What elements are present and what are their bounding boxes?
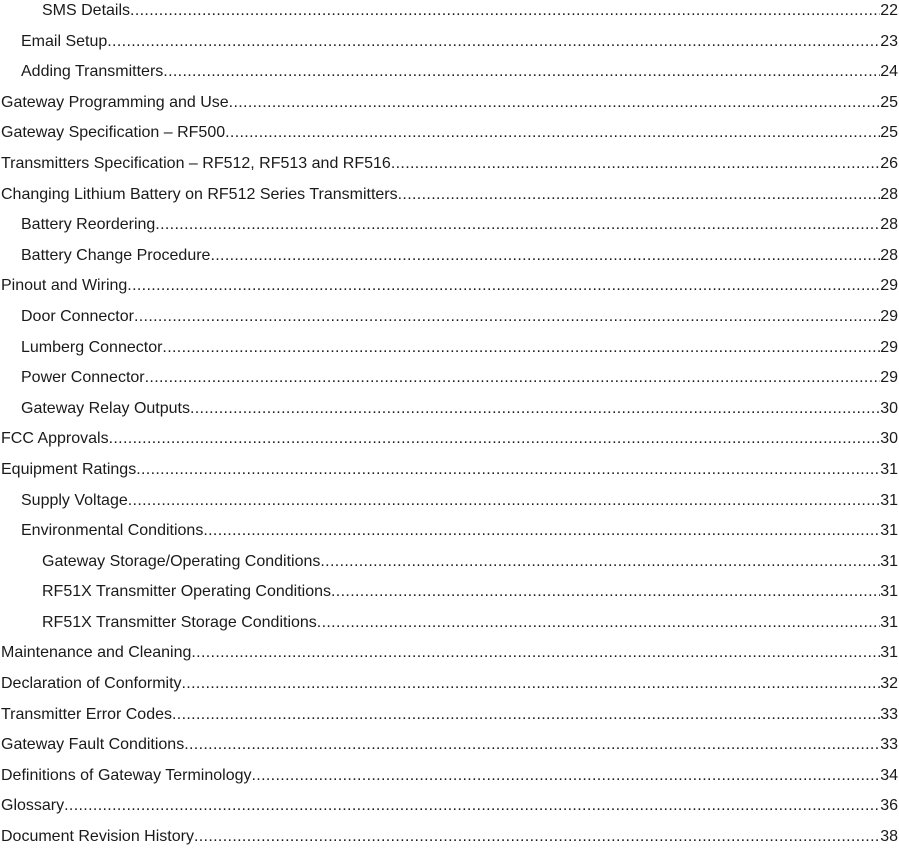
toc-page-number: 36	[880, 797, 898, 815]
toc-entry[interactable]	[0, 761, 899, 792]
toc-dot-leader	[128, 486, 880, 517]
toc-entry[interactable]	[0, 486, 899, 517]
toc-entry-title: RF51X Transmitter Storage Conditions	[42, 613, 317, 631]
toc-entry[interactable]	[0, 669, 899, 700]
toc-page-number: 33	[880, 736, 898, 754]
toc-entry-title: Environmental Conditions	[21, 522, 204, 540]
toc-dot-leader	[172, 700, 880, 731]
toc-dot-leader	[225, 118, 880, 149]
toc-page-number: 30	[880, 399, 898, 417]
toc-entry-title: Email Setup	[21, 32, 108, 50]
toc-entry[interactable]	[0, 516, 899, 547]
toc-entry[interactable]	[0, 149, 899, 180]
toc-entry[interactable]	[0, 730, 899, 761]
toc-entry[interactable]	[0, 57, 899, 88]
toc-dot-leader	[194, 822, 880, 853]
toc-page-number: 30	[880, 430, 898, 448]
toc-page-number: 23	[880, 32, 898, 50]
toc-dot-leader	[320, 547, 880, 578]
toc-page-number: 34	[880, 766, 898, 784]
toc-page-number: 25	[880, 93, 898, 111]
toc-entry[interactable]	[0, 0, 899, 27]
toc-dot-leader	[398, 180, 881, 211]
toc-dot-leader	[184, 730, 880, 761]
toc-entry[interactable]	[0, 118, 899, 149]
toc-entry[interactable]	[0, 241, 899, 272]
toc-page-number: 29	[880, 369, 898, 387]
toc-page-number: 25	[880, 124, 898, 142]
toc-page-number: 29	[880, 338, 898, 356]
toc-entry[interactable]	[0, 424, 899, 455]
toc-entry[interactable]	[0, 302, 899, 333]
toc-dot-leader	[163, 57, 880, 88]
toc-entry[interactable]	[0, 394, 899, 425]
toc-entry-title: FCC Approvals	[1, 430, 109, 448]
toc-entry-title: Lumberg Connector	[21, 338, 163, 356]
toc-entry-title: Glossary	[1, 797, 65, 815]
toc-dot-leader	[145, 363, 881, 394]
toc-entry-title: SMS Details	[42, 2, 131, 19]
toc-dot-leader	[109, 424, 881, 455]
toc-entry[interactable]	[0, 455, 899, 486]
toc-entry-title: Battery Change Procedure	[21, 246, 211, 264]
toc-entry[interactable]	[0, 333, 899, 364]
toc-dot-leader	[229, 88, 881, 119]
toc-page-number: 24	[880, 63, 898, 81]
toc-dot-leader	[203, 516, 880, 547]
toc-entry[interactable]	[0, 791, 899, 822]
toc-dot-leader	[210, 241, 880, 272]
toc-dot-leader	[136, 455, 880, 486]
toc-entry-title: Door Connector	[21, 307, 134, 325]
toc-page-number: 29	[880, 307, 898, 325]
toc-page-number: 31	[880, 613, 898, 631]
toc-dot-leader	[331, 577, 880, 608]
toc-page-number: 33	[880, 705, 898, 723]
toc-page-number: 28	[880, 185, 898, 203]
toc-entry[interactable]	[0, 88, 899, 119]
toc-entry-title: Changing Lithium Battery on RF512 Series Transmitters	[1, 185, 398, 203]
toc-entry[interactable]	[0, 577, 899, 608]
toc-entry-title: Transmitter Error Codes	[1, 705, 172, 723]
toc-dot-leader	[127, 271, 880, 302]
toc-entry-title: Adding Transmitters	[21, 63, 164, 81]
toc-page-number: 31	[880, 552, 898, 570]
toc-page-number: 28	[880, 246, 898, 264]
toc-dot-leader	[64, 791, 880, 822]
toc-dot-leader	[130, 0, 880, 27]
toc-page-number: 26	[880, 154, 898, 172]
toc-entry-title: Transmitters Specification – RF512, RF513 and RF516	[1, 154, 391, 172]
toc-dot-leader	[252, 761, 881, 792]
toc-entry[interactable]	[0, 608, 899, 639]
toc-dot-leader	[162, 333, 880, 364]
toc-entry-title: Document Revision History	[1, 828, 194, 846]
toc-entry-title: Pinout and Wiring	[1, 277, 128, 295]
toc-entry-title: Gateway Fault Conditions	[1, 736, 185, 754]
toc-page-number: 28	[880, 216, 898, 234]
toc-page-number: 31	[880, 583, 898, 601]
toc-dot-leader	[182, 669, 881, 700]
toc-entry-title: Gateway Specification – RF500	[1, 124, 226, 142]
toc-page-number: 38	[880, 828, 898, 846]
toc-entry-title: Supply Voltage	[21, 491, 128, 509]
toc-entry-title: Definitions of Gateway Terminology	[1, 766, 252, 784]
toc-dot-leader	[107, 27, 880, 58]
toc-entry[interactable]	[0, 271, 899, 302]
toc-entry-title: Gateway Programming and Use	[1, 93, 229, 111]
toc-entry[interactable]	[0, 210, 899, 241]
toc-page-number: 31	[880, 491, 898, 509]
toc-dot-leader	[191, 638, 880, 669]
toc-entry-title: Declaration of Conformity	[1, 675, 182, 693]
toc-entry[interactable]	[0, 27, 899, 58]
toc-page-number: 22	[880, 2, 898, 19]
toc-page-number: 31	[880, 644, 898, 662]
toc-entry-title: Gateway Relay Outputs	[21, 399, 190, 417]
toc-entry[interactable]	[0, 363, 899, 394]
toc-dot-leader	[190, 394, 880, 425]
toc-entry-title: Maintenance and Cleaning	[1, 644, 192, 662]
toc-entry[interactable]	[0, 638, 899, 669]
toc-page-number: 29	[880, 277, 898, 295]
toc-entry-title: RF51X Transmitter Operating Conditions	[42, 583, 332, 601]
toc-dot-leader	[317, 608, 880, 639]
toc-entry-title: Power Connector	[21, 369, 145, 387]
toc-dot-leader	[155, 210, 880, 241]
toc-entry[interactable]	[0, 822, 899, 853]
toc-entry-title: Gateway Storage/Operating Conditions	[42, 552, 321, 570]
toc-dot-leader	[391, 149, 880, 180]
toc-entry[interactable]	[0, 700, 899, 731]
toc-entry[interactable]	[0, 180, 899, 211]
toc-page-number: 32	[880, 675, 898, 693]
toc-page-number: 31	[880, 522, 898, 540]
toc-page-number: 31	[880, 460, 898, 478]
toc-entry-title: Battery Reordering	[21, 216, 156, 234]
toc-entry-title: Equipment Ratings	[1, 460, 137, 478]
toc-entry[interactable]	[0, 547, 899, 578]
toc-dot-leader	[134, 302, 880, 333]
